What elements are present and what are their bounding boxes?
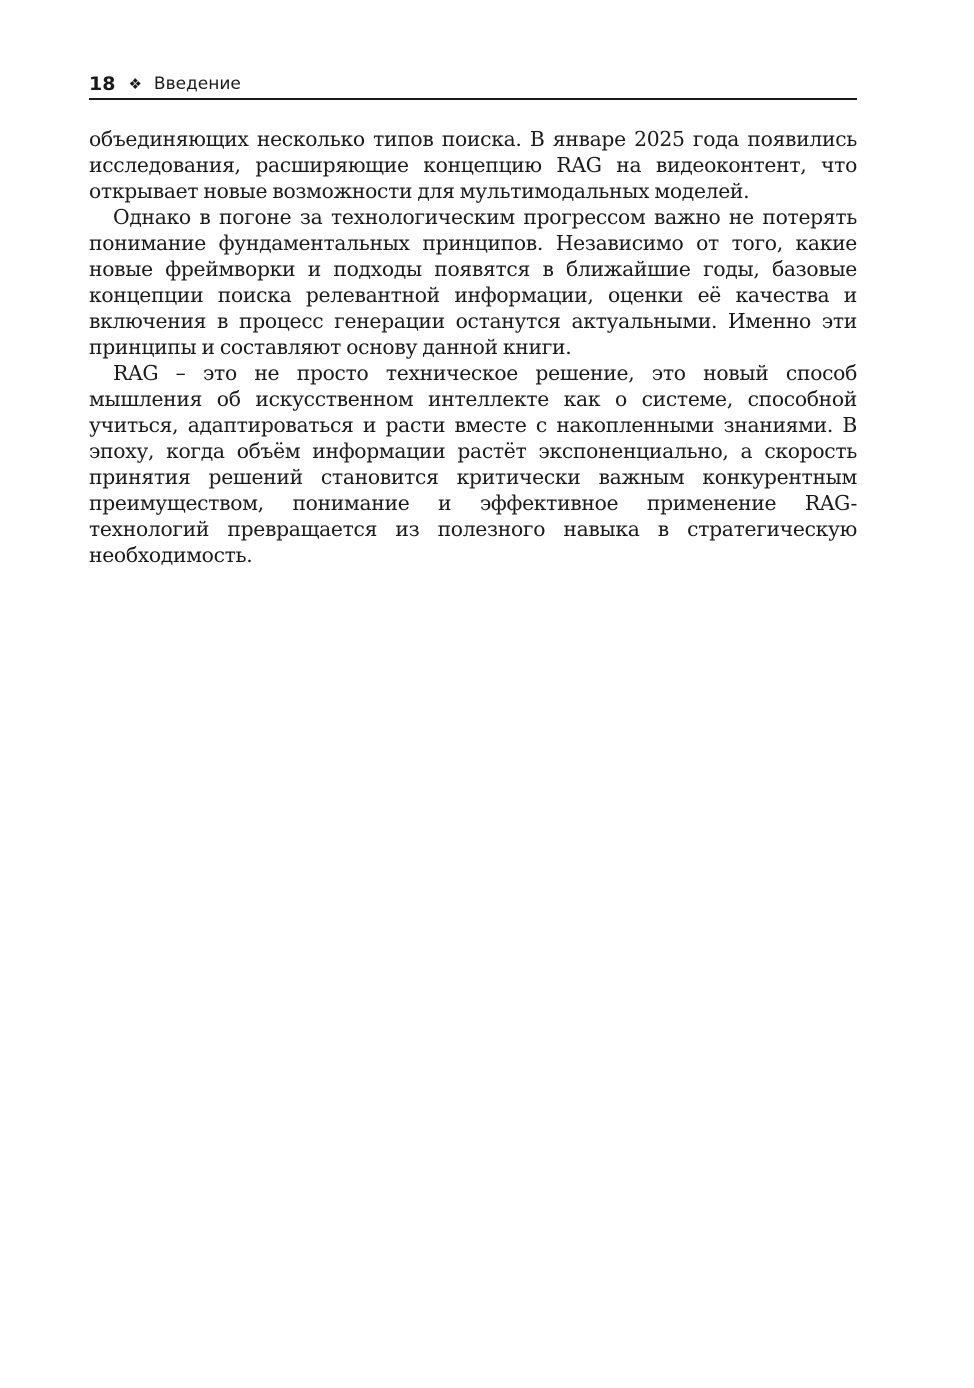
- ornament-icon: ❖: [128, 75, 142, 93]
- paragraph-1: объединяющих несколько типов поиска. В январе 2025 года появились исследования, расширяющие концепцию RAG на видеоконтент, что открывает новые возможности для мультимодальных моделей.: [89, 127, 857, 203]
- paragraph-2: Однако в погоне за технологическим прогрессом важно не потерять понимание фундаментальных принципов. Независимо от того, какие новые фреймворки и подходы появятся в ближайшие годы, базовые концепции поиска релевантной информации, оценки её качества и включения в процесс генерации останутся актуальными. Именно эти принципы и составляют основу данной книги.: [89, 205, 857, 359]
- running-header: [89, 70, 857, 100]
- page-number: 18: [89, 73, 116, 95]
- paragraph-3: RAG – это не просто техническое решение, это новый способ мышления об искусственном интеллекте как о системе, способной учиться, адаптироваться и расти вместе с накопленными знаниями. В эпоху, когда объём информации растёт экспоненциально, а скорость принятия решений становится критически важным конкурентным преимуществом, понимание и эффективное применение RAG-технологий превращается из полезного навыка в стратегическую необходимость.: [89, 361, 857, 567]
- section-title: Введение: [153, 74, 241, 94]
- body-text: [89, 126, 857, 568]
